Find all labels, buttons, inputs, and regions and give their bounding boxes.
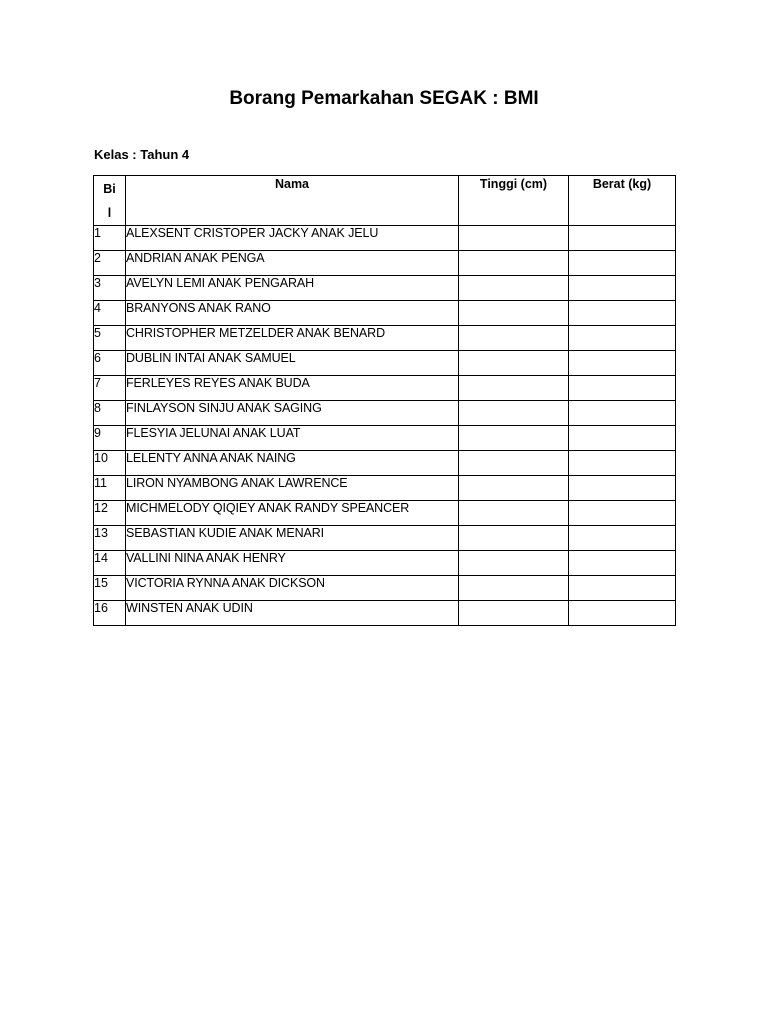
row-name: LELENTY ANNA ANAK NAING [126, 451, 459, 476]
row-weight-input[interactable] [569, 426, 676, 451]
row-number: 15 [94, 576, 126, 601]
row-height-input[interactable] [459, 576, 569, 601]
row-height-input[interactable] [459, 326, 569, 351]
row-height-input[interactable] [459, 451, 569, 476]
row-name: ANDRIAN ANAK PENGA [126, 251, 459, 276]
row-name: MICHMELODY QIQIEY ANAK RANDY SPEANCER [126, 501, 459, 526]
row-number: 12 [94, 501, 126, 526]
row-number: 4 [94, 301, 126, 326]
row-height-input[interactable] [459, 251, 569, 276]
row-number: 13 [94, 526, 126, 551]
row-height-input[interactable] [459, 301, 569, 326]
row-height-input[interactable] [459, 401, 569, 426]
table-row [94, 501, 676, 526]
row-height-input[interactable] [459, 376, 569, 401]
row-number: 5 [94, 326, 126, 351]
table-row [94, 226, 676, 251]
table-row [94, 551, 676, 576]
header-height: Tinggi (cm) [459, 176, 569, 226]
row-height-input[interactable] [459, 501, 569, 526]
table-body [94, 226, 676, 626]
row-name: LIRON NYAMBONG ANAK LAWRENCE [126, 476, 459, 501]
row-name: FLESYIA JELUNAI ANAK LUAT [126, 426, 459, 451]
row-number: 11 [94, 476, 126, 501]
row-name: VALLINI NINA ANAK HENRY [126, 551, 459, 576]
class-label: Kelas : Tahun 4 [94, 147, 190, 162]
row-number: 2 [94, 251, 126, 276]
row-weight-input[interactable] [569, 376, 676, 401]
row-number: 10 [94, 451, 126, 476]
row-number: 14 [94, 551, 126, 576]
row-number: 7 [94, 376, 126, 401]
row-name: AVELYN LEMI ANAK PENGARAH [126, 276, 459, 301]
row-weight-input[interactable] [569, 601, 676, 626]
row-weight-input[interactable] [569, 501, 676, 526]
row-weight-input[interactable] [569, 451, 676, 476]
row-height-input[interactable] [459, 551, 569, 576]
table-row [94, 426, 676, 451]
row-weight-input[interactable] [569, 476, 676, 501]
table-row [94, 276, 676, 301]
row-name: SEBASTIAN KUDIE ANAK MENARI [126, 526, 459, 551]
table-row [94, 251, 676, 276]
row-height-input[interactable] [459, 526, 569, 551]
row-weight-input[interactable] [569, 276, 676, 301]
row-name: FINLAYSON SINJU ANAK SAGING [126, 401, 459, 426]
table-header-row [94, 176, 676, 226]
table-row [94, 301, 676, 326]
header-bil-line2: l [107, 206, 112, 220]
row-weight-input[interactable] [569, 401, 676, 426]
table-row [94, 526, 676, 551]
header-bil [94, 176, 126, 226]
table-row [94, 326, 676, 351]
table-row [94, 601, 676, 626]
row-number: 3 [94, 276, 126, 301]
row-height-input[interactable] [459, 351, 569, 376]
row-number: 6 [94, 351, 126, 376]
row-name: DUBLIN INTAI ANAK SAMUEL [126, 351, 459, 376]
header-bil-line1: Bi [103, 182, 116, 196]
document-title: Borang Pemarkahan SEGAK : BMI [229, 88, 539, 109]
table-row [94, 451, 676, 476]
table-row [94, 376, 676, 401]
row-weight-input[interactable] [569, 351, 676, 376]
table-row [94, 351, 676, 376]
row-height-input[interactable] [459, 601, 569, 626]
row-name: VICTORIA RYNNA ANAK DICKSON [126, 576, 459, 601]
row-weight-input[interactable] [569, 326, 676, 351]
row-height-input[interactable] [459, 276, 569, 301]
table-row [94, 401, 676, 426]
row-height-input[interactable] [459, 226, 569, 251]
row-weight-input[interactable] [569, 576, 676, 601]
row-weight-input[interactable] [569, 301, 676, 326]
row-weight-input[interactable] [569, 226, 676, 251]
row-weight-input[interactable] [569, 251, 676, 276]
row-number: 9 [94, 426, 126, 451]
row-number: 8 [94, 401, 126, 426]
row-name: WINSTEN ANAK UDIN [126, 601, 459, 626]
row-weight-input[interactable] [569, 551, 676, 576]
header-name: Nama [126, 176, 459, 226]
table-row [94, 576, 676, 601]
row-height-input[interactable] [459, 426, 569, 451]
row-name: FERLEYES REYES ANAK BUDA [126, 376, 459, 401]
row-name: CHRISTOPHER METZELDER ANAK BENARD [126, 326, 459, 351]
row-number: 16 [94, 601, 126, 626]
row-number: 1 [94, 226, 126, 251]
marks-table [93, 175, 676, 626]
row-weight-input[interactable] [569, 526, 676, 551]
row-height-input[interactable] [459, 476, 569, 501]
row-name: BRANYONS ANAK RANO [126, 301, 459, 326]
row-name: ALEXSENT CRISTOPER JACKY ANAK JELU [126, 226, 459, 251]
header-weight: Berat (kg) [569, 176, 676, 226]
table-row [94, 476, 676, 501]
